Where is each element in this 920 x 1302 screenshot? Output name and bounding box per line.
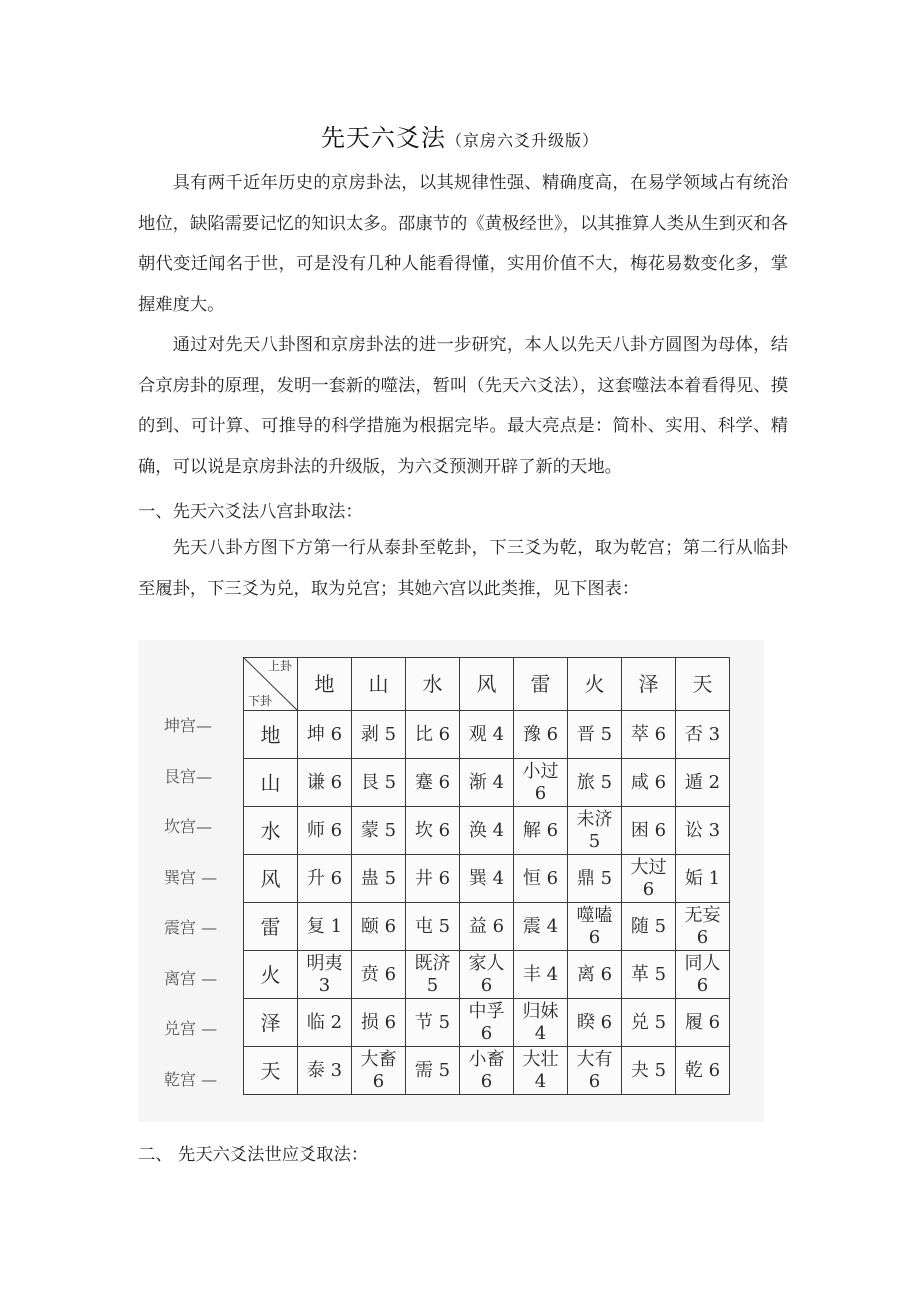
hexagram-label: 师 6 <box>306 819 343 841</box>
hexagram-label: 困 6 <box>630 819 667 841</box>
hexagram-cell <box>622 711 676 759</box>
hexagram-cell <box>352 855 406 903</box>
hexagram-label: 大壮 4 <box>522 1048 559 1092</box>
palace-label: 离宫 — <box>164 968 218 988</box>
hexagram-cell <box>460 759 514 807</box>
hexagram-label: 颐 6 <box>360 915 397 937</box>
hexagram-label: 需 5 <box>414 1059 451 1081</box>
hexagram-cell <box>352 903 406 951</box>
hexagram-cell <box>622 999 676 1047</box>
hexagram-label: 中孚 6 <box>468 1000 505 1044</box>
row-header: 泽 <box>244 999 298 1047</box>
hexagram-cell <box>568 951 622 999</box>
column-header: 天 <box>676 658 730 711</box>
palace-label: 巽宫 — <box>164 867 218 887</box>
hexagram-cell <box>676 759 730 807</box>
hexagram-cell <box>622 855 676 903</box>
row-header: 火 <box>244 951 298 999</box>
hexagram-label: 乾 6 <box>684 1059 721 1081</box>
hexagram-label: 艮 5 <box>360 771 397 793</box>
hexagram-label: 丰 4 <box>522 963 559 985</box>
hexagram-label: 渐 4 <box>468 771 505 793</box>
hexagram-cell <box>352 1047 406 1095</box>
section-1-text: 先天八卦方图下方第一行从泰卦至乾卦，下三爻为乾，取为乾宫；第二行从临卦至履卦，下三爻为兑，取为兑宫；其她六宫以此类推，见下图表： <box>138 538 788 599</box>
hexagram-label: 剥 5 <box>360 723 397 745</box>
hexagram-cell <box>460 1047 514 1095</box>
row-header: 地 <box>244 711 298 759</box>
intro-paragraph-1: 具有两千近年历史的京房卦法，以其规律性强、精确度高，在易学领域占有统治地位，缺陷需要记忆的知识太多。邵康节的《黄极经世》，以其推算人类从生到灭和各朝代变迁闻名于世，可是没有几种人能看得懂，实用价值不大，梅花易数变化多，掌握难度大。 <box>138 173 788 315</box>
palace-label: 坎宫— <box>164 817 213 836</box>
hexagram-cell <box>622 951 676 999</box>
table-row <box>244 711 730 759</box>
hexagram-cell <box>568 711 622 759</box>
palace-label: 艮宫— <box>164 766 213 786</box>
row-header: 水 <box>244 807 298 855</box>
table-row <box>244 855 730 903</box>
hexagram-cell <box>406 903 460 951</box>
palace-label: 震宫 — <box>164 918 218 937</box>
palace-label: 乾宫 — <box>164 1069 218 1089</box>
page-title <box>0 118 920 153</box>
hexagram-cell <box>460 999 514 1047</box>
intro-paragraph-2: 通过对先天八卦图和京房卦法的进一步研究，本人以先天八卦方圆图为母体，结合京房卦的原理，发明一套新的噬法，暂叫（先天六爻法），这套噬法本着看得见、摸的到、可计算、可推导的科学措施为根据完毕。最大亮点是：简朴、实用、科学、精确，可以说是京房卦法的升级版，为六爻预测开辟了新的天地。 <box>138 335 788 477</box>
table-corner <box>244 658 298 711</box>
hexagram-cell <box>352 759 406 807</box>
hexagram-label: 临 2 <box>306 1011 343 1033</box>
hexagram-cell <box>352 711 406 759</box>
corner-upper-label: 上卦 <box>267 659 292 673</box>
hexagram-label: 节 5 <box>414 1011 451 1033</box>
hexagram-label: 遁 2 <box>684 771 721 793</box>
hexagram-label: 明夷 3 <box>306 952 343 996</box>
column-header: 雷 <box>514 658 568 711</box>
hexagram-cell <box>514 711 568 759</box>
hexagram-cell <box>352 951 406 999</box>
hexagram-cell <box>568 999 622 1047</box>
row-header: 雷 <box>244 903 298 951</box>
hexagram-cell <box>622 759 676 807</box>
hexagram-label: 观 4 <box>468 723 505 745</box>
hexagram-cell <box>298 903 352 951</box>
hexagram-label: 复 1 <box>306 915 343 937</box>
hexagram-label: 蹇 6 <box>414 771 451 793</box>
hexagram-label: 鼎 5 <box>576 867 613 889</box>
table-row <box>244 1047 730 1095</box>
hexagram-cell <box>298 711 352 759</box>
hexagram-label: 同人 6 <box>684 952 721 996</box>
hexagram-cell <box>676 1047 730 1095</box>
hexagram-label: 家人 6 <box>468 952 505 996</box>
hexagram-cell <box>514 1047 568 1095</box>
hexagram-label: 蛊 5 <box>360 867 397 889</box>
column-header: 水 <box>406 658 460 711</box>
hexagram-cell <box>568 903 622 951</box>
hexagram-label: 未济 5 <box>576 808 613 852</box>
hexagram-label: 夬 5 <box>630 1059 667 1081</box>
hexagram-label: 咸 6 <box>630 771 667 793</box>
hexagram-cell <box>622 903 676 951</box>
hexagram-label: 萃 6 <box>630 723 667 745</box>
hexagram-label: 大畜 6 <box>360 1048 397 1092</box>
hexagram-cell <box>406 759 460 807</box>
hexagram-cell <box>676 855 730 903</box>
hexagram-cell <box>406 951 460 999</box>
hexagram-label: 解 6 <box>522 819 559 841</box>
column-header: 风 <box>460 658 514 711</box>
hexagram-label: 兑 5 <box>630 1011 667 1033</box>
hexagram-cell <box>298 759 352 807</box>
section-2-heading: 二、 先天六爻法世应爻取法： <box>138 1145 369 1165</box>
column-header: 泽 <box>622 658 676 711</box>
hexagram-label: 革 5 <box>630 963 667 985</box>
table-row <box>244 951 730 999</box>
hexagram-label: 小畜 6 <box>468 1048 505 1092</box>
hexagram-cell <box>568 855 622 903</box>
hexagram-cell <box>568 1047 622 1095</box>
hexagram-label: 噬嗑 6 <box>576 904 613 948</box>
hexagram-label: 归妹 4 <box>522 1000 559 1044</box>
hexagram-label: 益 6 <box>468 915 505 937</box>
hexagram-label: 晋 5 <box>576 723 613 745</box>
hexagram-cell <box>622 1047 676 1095</box>
table-row <box>244 807 730 855</box>
palace-table-figure <box>138 640 764 1122</box>
hexagram-cell <box>460 855 514 903</box>
hexagram-label: 谦 6 <box>306 771 343 793</box>
hexagram-label: 既济 5 <box>414 952 451 996</box>
hexagram-label: 贲 6 <box>360 963 397 985</box>
hexagram-label: 恒 6 <box>522 867 559 889</box>
hexagram-label: 小过 6 <box>522 760 559 804</box>
hexagram-cell <box>406 1047 460 1095</box>
row-header: 山 <box>244 759 298 807</box>
hexagram-cell <box>298 951 352 999</box>
hexagram-cell <box>406 711 460 759</box>
subtitle-text: （京房六爻升级版） <box>445 131 599 150</box>
hexagram-label: 豫 6 <box>522 723 559 745</box>
hexagram-cell <box>676 903 730 951</box>
row-header: 风 <box>244 855 298 903</box>
hexagram-cell <box>676 711 730 759</box>
palace-label: 兑宫 — <box>164 1019 218 1038</box>
hexagram-label: 井 6 <box>414 867 451 889</box>
hexagram-label: 比 6 <box>414 723 451 745</box>
hexagram-cell <box>298 1047 352 1095</box>
hexagram-label: 屯 5 <box>414 915 451 937</box>
hexagram-label: 否 3 <box>684 723 721 745</box>
hexagram-cell <box>298 855 352 903</box>
hexagram-label: 蒙 5 <box>360 819 397 841</box>
hexagram-cell <box>514 759 568 807</box>
hexagram-cell <box>460 903 514 951</box>
hexagram-label: 无妄 6 <box>684 904 721 948</box>
hexagram-cell <box>460 807 514 855</box>
table-row <box>244 759 730 807</box>
hexagram-label: 履 6 <box>684 1011 721 1033</box>
hexagram-cell <box>676 999 730 1047</box>
hexagram-cell <box>406 855 460 903</box>
table-header-row <box>244 658 730 711</box>
hexagram-cell <box>622 807 676 855</box>
table-row <box>244 903 730 951</box>
hexagram-cell <box>568 759 622 807</box>
title-text: 先天六爻法 <box>320 124 446 152</box>
hexagram-cell <box>460 711 514 759</box>
hexagram-label: 随 5 <box>630 915 667 937</box>
hexagram-cell <box>406 999 460 1047</box>
column-header: 地 <box>298 658 352 711</box>
corner-lower-label: 下卦 <box>248 694 273 708</box>
palace-table <box>243 657 730 1095</box>
hexagram-cell <box>514 807 568 855</box>
hexagram-label: 大过 6 <box>630 856 667 900</box>
hexagram-cell <box>298 807 352 855</box>
hexagram-label: 大有 6 <box>576 1048 613 1092</box>
row-header: 天 <box>244 1047 298 1095</box>
hexagram-cell <box>514 999 568 1047</box>
hexagram-label: 震 4 <box>522 915 559 937</box>
hexagram-cell <box>514 951 568 999</box>
hexagram-label: 坤 6 <box>306 723 343 745</box>
hexagram-cell <box>514 855 568 903</box>
hexagram-cell <box>514 903 568 951</box>
hexagram-label: 坎 6 <box>414 819 451 841</box>
palace-label: 坤宫— <box>164 716 213 735</box>
table-row <box>244 999 730 1047</box>
hexagram-label: 离 6 <box>576 963 613 985</box>
hexagram-cell <box>352 807 406 855</box>
hexagram-label: 泰 3 <box>306 1059 343 1081</box>
column-header: 火 <box>568 658 622 711</box>
section-1-heading: 一、先天六爻法八宫卦取法： <box>138 502 363 522</box>
hexagram-cell <box>460 951 514 999</box>
hexagram-label: 涣 4 <box>468 819 505 841</box>
hexagram-label: 旅 5 <box>576 771 613 793</box>
hexagram-cell <box>352 999 406 1047</box>
hexagram-label: 损 6 <box>360 1011 397 1033</box>
column-header: 山 <box>352 658 406 711</box>
hexagram-label: 讼 3 <box>684 819 721 841</box>
hexagram-cell <box>676 951 730 999</box>
hexagram-label: 巽 4 <box>468 867 505 889</box>
hexagram-cell <box>568 807 622 855</box>
hexagram-label: 姤 1 <box>684 867 721 889</box>
hexagram-label: 睽 6 <box>576 1011 613 1033</box>
hexagram-cell <box>676 807 730 855</box>
hexagram-cell <box>298 999 352 1047</box>
hexagram-cell <box>406 807 460 855</box>
hexagram-label: 升 6 <box>306 867 343 889</box>
